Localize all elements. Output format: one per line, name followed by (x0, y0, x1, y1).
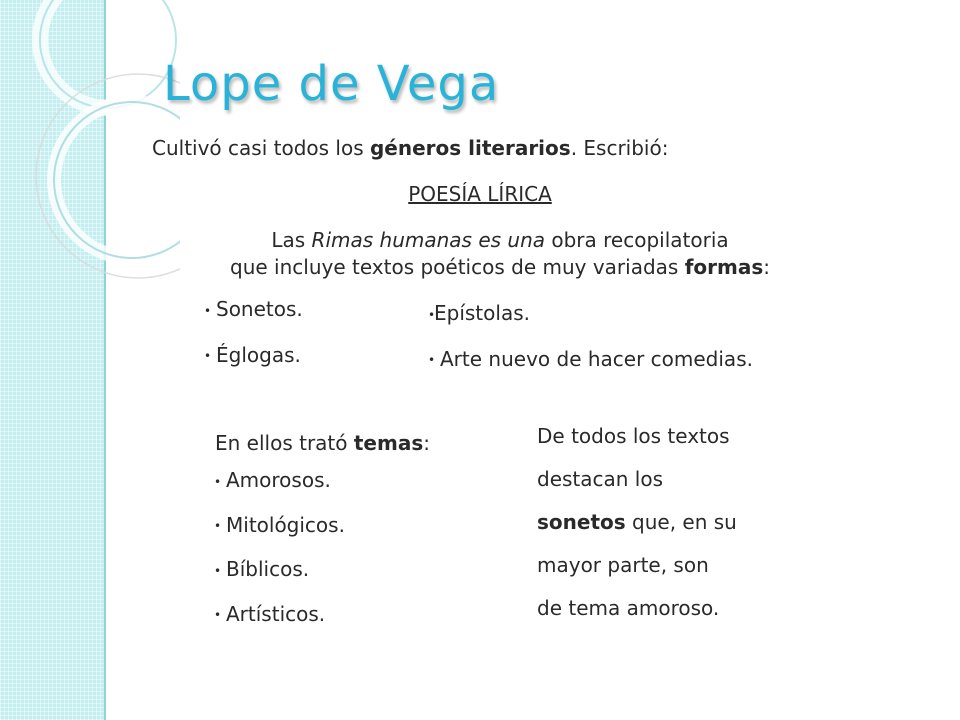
forms-list-left (204, 297, 303, 368)
list-item: •Epístolas. (428, 301, 530, 325)
conclusion-text (537, 424, 737, 620)
conclusion-line-4: mayor parte, son (537, 553, 709, 577)
conclusion-line-2: destacan los (537, 467, 664, 491)
list-item: • Artísticos. (214, 601, 326, 626)
themes-intro: En ellos trató temas: (215, 431, 430, 455)
list-item: • Arte nuevo de hacer comedias. (428, 346, 753, 371)
list-item: • Églogas. (204, 342, 301, 367)
conclusion-line-1: De todos los textos (537, 424, 730, 448)
rimas-line-2: que incluye textos poéticos de muy variadas formas: (230, 255, 770, 279)
themes-list (214, 468, 345, 627)
list-item: • Sonetos. (204, 297, 303, 321)
forms-list-right (428, 301, 753, 372)
intro-text: Cultivó casi todos los géneros literarios. Escribió: (152, 136, 669, 160)
conclusion-line-3: sonetos que, en su (537, 510, 737, 534)
list-item: • Amorosos. (214, 468, 331, 492)
section-heading: POESÍA LÍRICA (408, 182, 552, 206)
page-title: Lope de Vega (163, 56, 500, 112)
conclusion-line-5: de tema amoroso. (537, 596, 720, 620)
list-item: • Mitológicos. (214, 512, 345, 537)
rimas-line-1: Las Rimas humanas es una obra recopilatoria (271, 228, 729, 252)
list-item: • Bíblicos. (214, 557, 310, 581)
